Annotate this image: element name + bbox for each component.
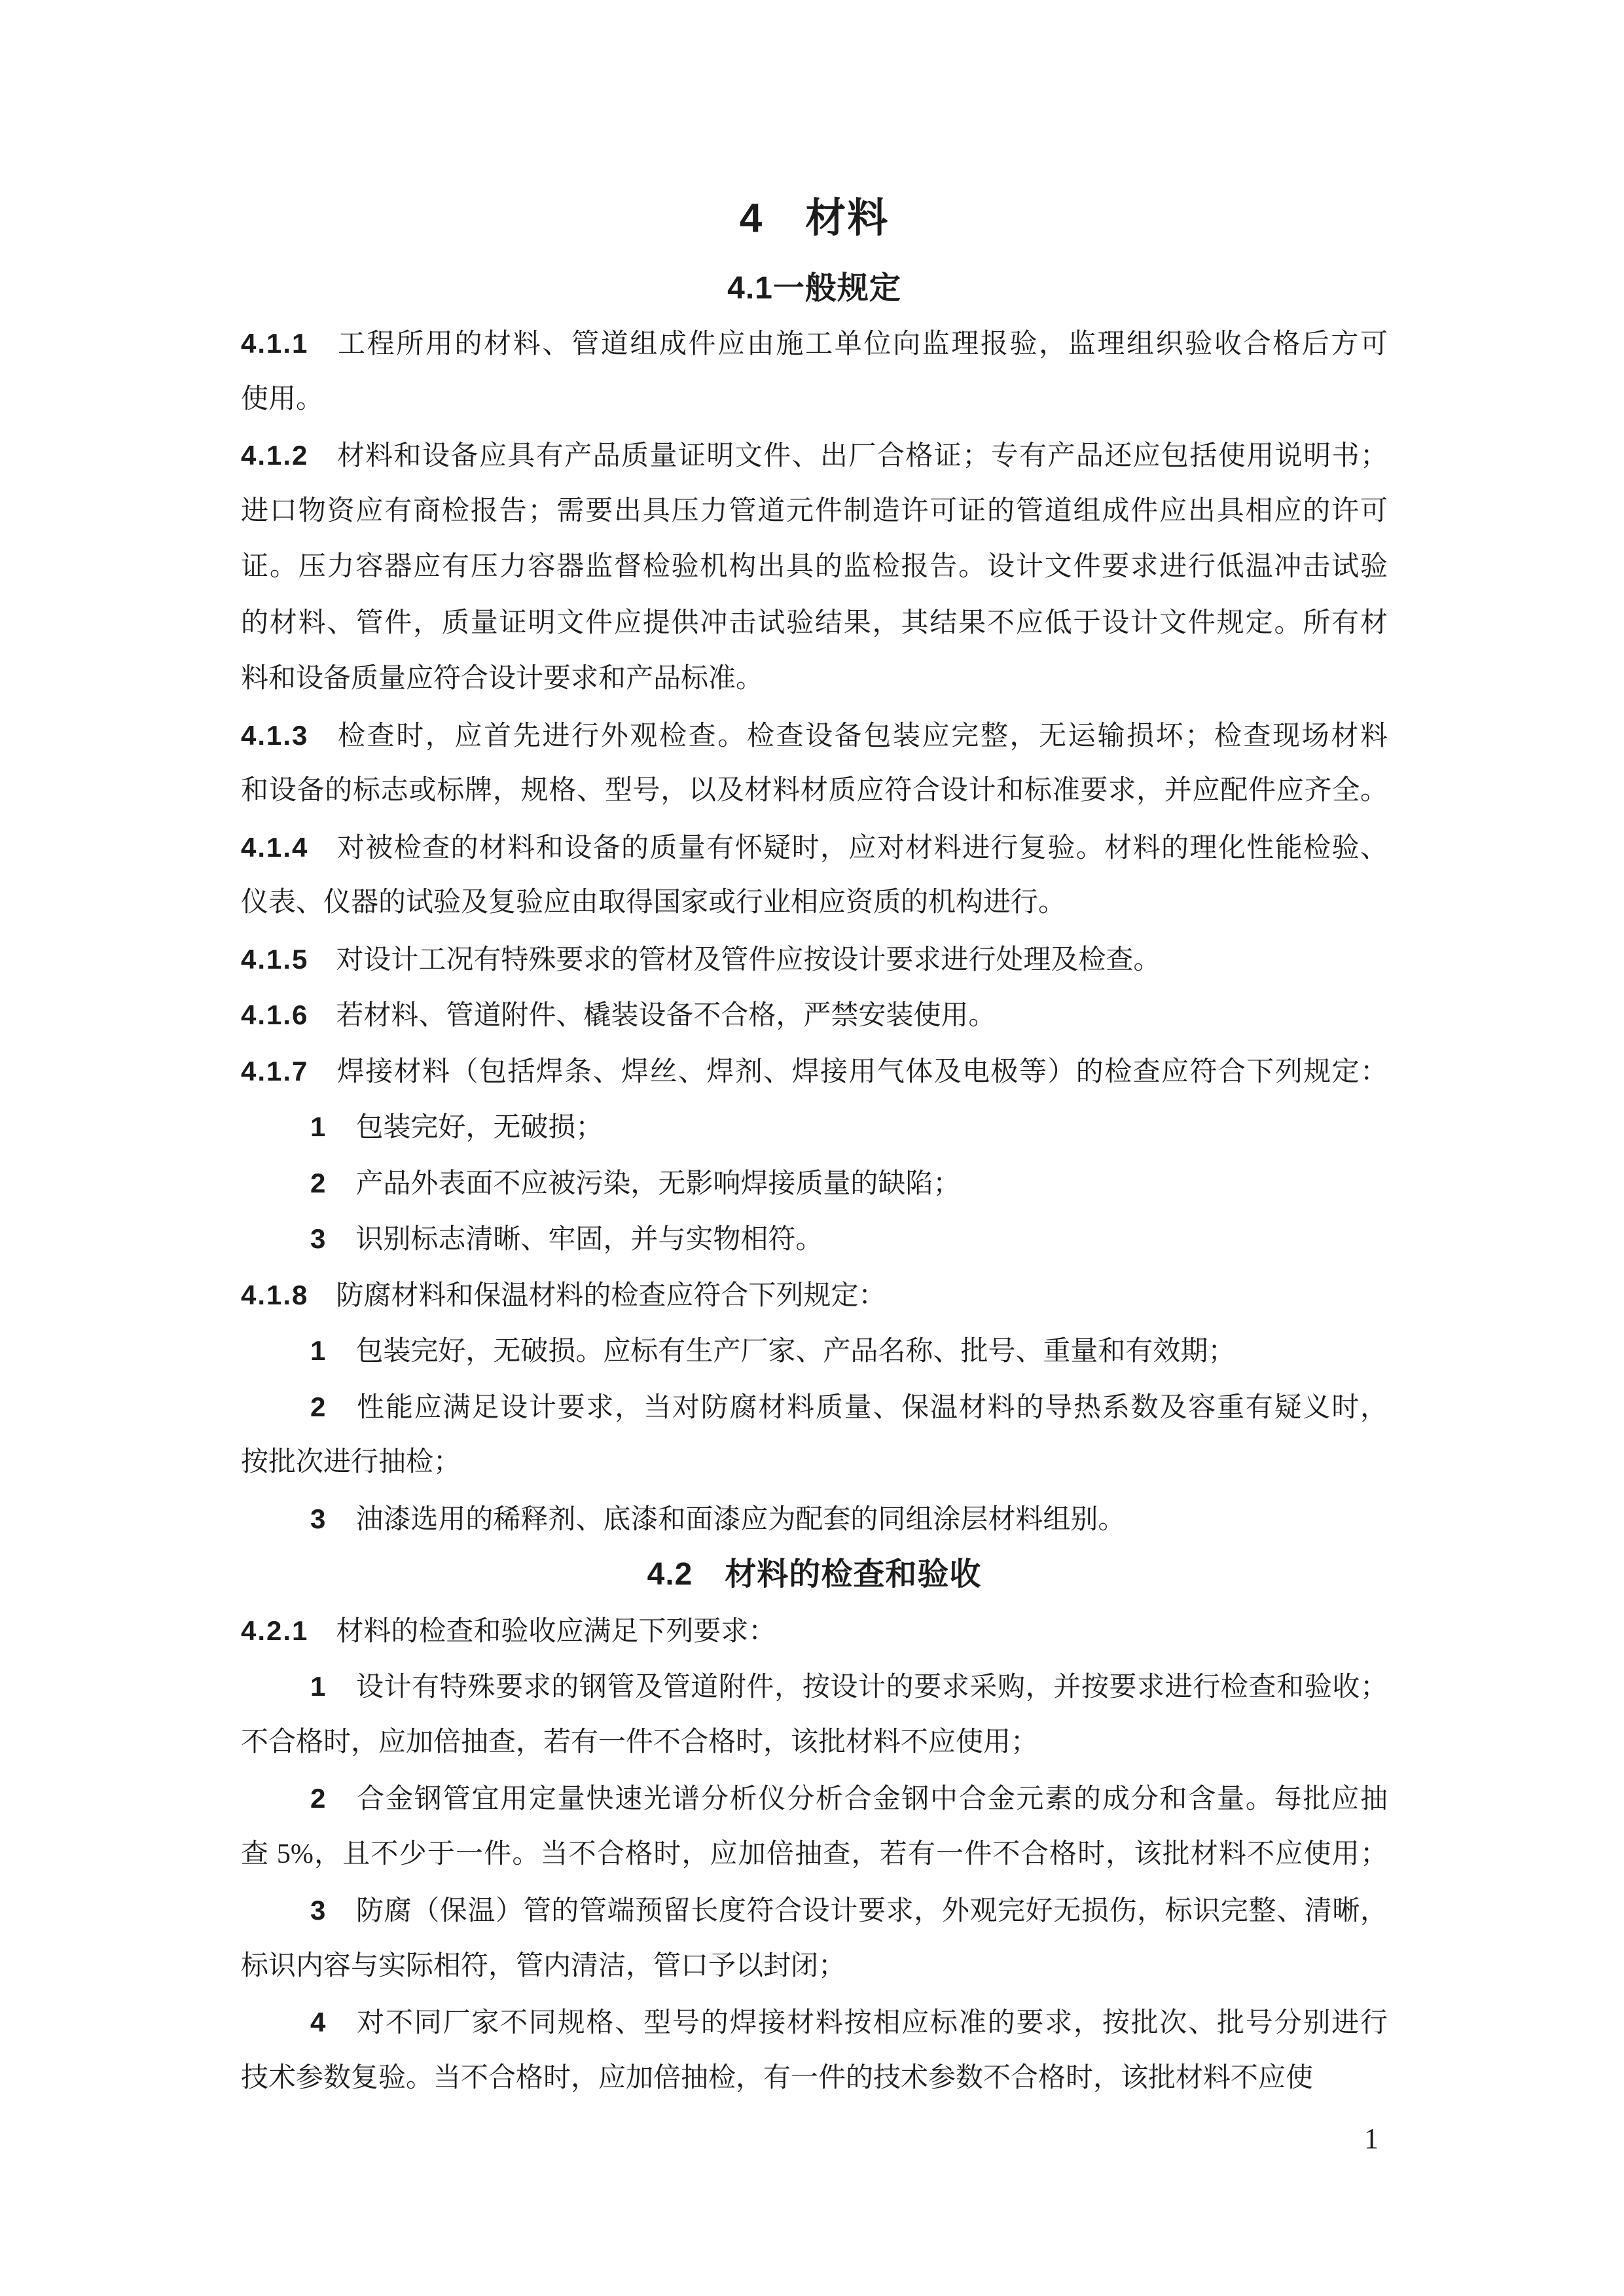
body-text [241,315,1388,2106]
line-text: 和设备的标志或标牌，规格、型号，以及材料材质应符合设计和标准要求，并应配件应齐全。 [241,776,1388,806]
clause-number: 4.1.8 [241,1279,309,1310]
line-text: 性能应满足设计要求，当对防腐材料质量、保温材料的导热系数及容重有疑义时， [355,1392,1388,1423]
item-number: 4 [310,2007,326,2037]
clause-number: 4.1.4 [241,831,309,863]
body-line [241,1435,1388,1491]
item-number: 1 [310,1335,326,1366]
body-line [241,1491,1388,1547]
line-text: 对被检查的材料和设备的质量有怀疑时，应对材料进行复验。材料的理化性能检验、 [336,833,1388,863]
line-text: 标识内容与实际相符，管内清洁，管口予以封闭； [241,1950,846,1981]
line-text: 技术参数复验。当不合格时，应加倍抽检，有一件的技术参数不合格时，该批材料不应使 [241,2062,1314,2093]
body-line [241,819,1388,876]
section-heading-4-2: 4.2 材料的检查和验收 [647,1557,982,1592]
line-text: 检查时，应首先进行外观检查。检查设备包装应完整，无运输损坏；检查现场材料 [336,721,1388,751]
item-number: 1 [310,1111,326,1142]
item-number: 3 [310,1895,326,1926]
body-line [241,372,1388,428]
body-line [241,1715,1388,1771]
body-line [241,1099,1388,1155]
line-text: 若材料、管道附件、橇装设备不合格，严禁安装使用。 [336,1001,996,1031]
line-text: 证。压力容器应有压力容器监督检验机构出具的监检报告。设计文件要求进行低温冲击试验 [241,552,1388,582]
item-number: 2 [310,1391,326,1422]
page-number: 1 [1364,2123,1379,2155]
item-number: 2 [310,1783,326,1814]
line-text: 对设计工况有特殊要求的管材及管件应按设计要求进行处理及检查。 [336,944,1161,975]
line-text: 识别标志清晰、牢固，并与实物相符。 [355,1225,823,1255]
line-text: 材料的检查和验收应满足下列要求： [336,1616,776,1647]
clause-number: 4.1.3 [241,719,309,751]
clause-number: 4.1.5 [241,943,309,975]
body-line [241,1323,1388,1379]
body-line [241,931,1388,988]
line-text: 合金钢管宜用定量快速光谱分析仪分析合金钢中合金元素的成分和含量。每批应抽 [355,1784,1388,1814]
body-line [241,1882,1388,1939]
clause-number: 4.1.1 [241,328,309,359]
line-text: 防腐材料和保温材料的检查应符合下列规定： [336,1280,886,1311]
line-text: 工程所用的材料、管道组成件应由施工单位向监理报验，监理组织验收合格后方可 [336,329,1388,359]
chapter-title: 4 材料 [739,196,890,241]
body-line [241,1827,1388,1883]
item-number: 3 [310,1223,326,1254]
line-text: 使用。 [241,384,324,414]
clause-number: 4.1.2 [241,440,309,471]
body-line [241,1994,1388,2051]
body-line [241,1379,1388,1435]
item-number: 3 [310,1503,326,1534]
line-text: 按批次进行抽检； [241,1447,461,1477]
line-text: 包装完好，无破损。应标有生产厂家、产品名称、批号、重量和有效期； [355,1336,1236,1367]
section-heading-4-1: 4.1一般规定 [727,271,901,306]
body-line [241,1155,1388,1211]
line-text: 不合格时，应加倍抽查，若有一件不合格时，该批材料不应使用； [241,1727,1039,1757]
body-line [241,1267,1388,1323]
body-line [241,875,1388,931]
body-line [241,315,1388,372]
line-text: 料和设备质量应符合设计要求和产品标准。 [241,664,764,694]
body-line [241,1659,1388,1715]
line-text: 包装完好，无破损； [355,1113,604,1143]
body-line [241,1043,1388,1100]
body-line [241,708,1388,764]
clause-number: 4.1.7 [241,1055,309,1086]
body-line [241,651,1388,708]
line-text: 材料和设备应具有产品质量证明文件、出厂合格证；专有产品还应包括使用说明书； [336,441,1388,471]
line-text: 进口物资应有商检报告；需要出具压力管道元件制造许可证的管道组成件应出具相应的许可 [241,495,1388,526]
line-text: 焊接材料（包括焊条、焊丝、焊剂、焊接用气体及电极等）的检查应符合下列规定： [336,1056,1388,1087]
line-text: 防腐（保温）管的管端预留长度符合设计要求，外观完好无损伤，标识完整、清晰， [355,1896,1388,1926]
line-text: 的材料、管件，质量证明文件应提供冲击试验结果，其结果不应低于设计文件规定。所有材 [241,607,1388,638]
body-line [241,1770,1388,1827]
clause-number: 4.1.6 [241,999,309,1030]
item-number: 1 [310,1671,326,1702]
body-line [241,1939,1388,1995]
line-text: 查 5%，且不少于一件。当不合格时，应加倍抽查，若有一件不合格时，该批材料不应使用； [241,1839,1388,1869]
body-line [241,2051,1388,2107]
body-line [241,539,1388,596]
body-line [241,987,1388,1043]
clause-number: 4.2.1 [241,1615,309,1646]
body-line [241,1603,1388,1659]
body-line [241,484,1388,540]
line-text: 仪表、仪器的试验及复验应由取得国家或行业相应资质的机构进行。 [241,888,1066,918]
line-text: 油漆选用的稀释剂、底漆和面漆应为配套的同组涂层材料组别。 [355,1504,1126,1535]
line-text: 对不同厂家不同规格、型号的焊接材料按相应标准的要求，按批次、批号分别进行 [355,2008,1388,2038]
line-text: 设计有特殊要求的钢管及管道附件，按设计的要求采购，并按要求进行检查和验收； [355,1672,1388,1702]
body-line [241,1211,1388,1267]
body-line [241,763,1388,819]
body-line [241,596,1388,652]
body-line [241,427,1388,484]
item-number: 2 [310,1167,326,1198]
line-text: 产品外表面不应被污染，无影响焊接质量的缺陷； [355,1168,961,1199]
